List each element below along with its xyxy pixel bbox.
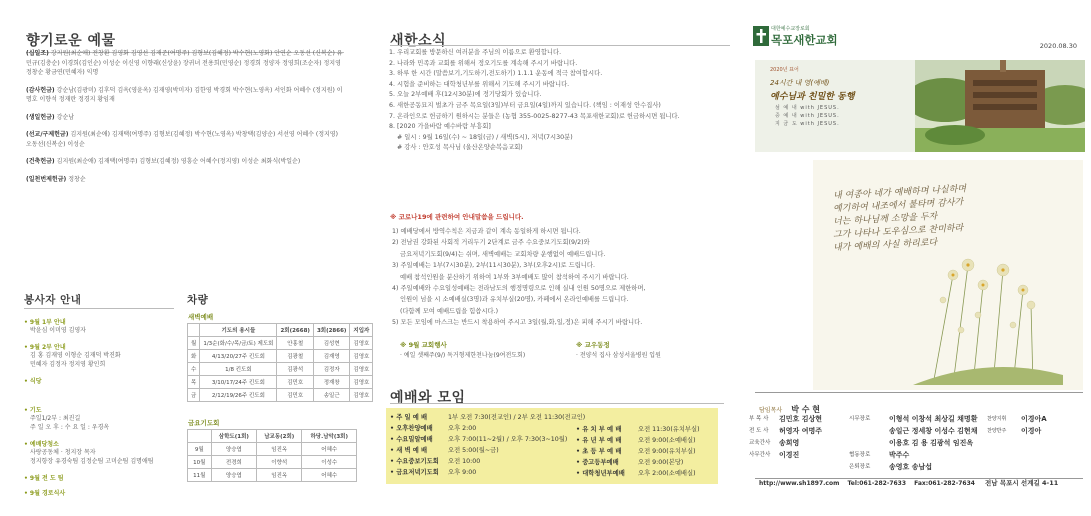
- table-cell: 4/13/20/27주 킨도회: [200, 350, 277, 363]
- pastor-label: 담임목사: [759, 407, 783, 414]
- worship-name: • 오후찬양예배: [390, 425, 433, 432]
- staff-names: 이경아A: [1021, 415, 1047, 423]
- offering-label: (십일조): [26, 50, 49, 57]
- offering-label: (감사헌금): [26, 86, 55, 94]
- offering-item: [26, 113, 344, 123]
- car-title: 차량: [187, 294, 209, 306]
- worship-title: 예배와 모임: [390, 390, 466, 406]
- table-row: [188, 430, 357, 443]
- corona-item: 인원이 넘을 시 소예배실(3명)과 유치부실(20명), 카페에서 온라인예배를 드립니다.: [392, 296, 629, 304]
- corona-item: 4) 주일예배와 수요일성예배는 전라남도의 행정명령으로 인해 실내 인원 50명으로 제한하며,: [392, 285, 646, 293]
- table-cell: 3회(2866): [313, 324, 349, 337]
- table-cell: 이성수: [302, 456, 357, 469]
- table-cell: 2/12/19/26주 킨도회: [200, 389, 277, 402]
- news-item: 1. 우리교회를 방문하신 여러분을 주님의 이름으로 환영합니다.: [389, 49, 562, 56]
- worship-row: [576, 435, 716, 446]
- worship-time: 오전 9:00(소예배실): [638, 437, 696, 444]
- offering-item: [26, 175, 344, 185]
- worship-name: • 수요밀알예배: [390, 436, 433, 443]
- table-cell: 월: [188, 337, 200, 350]
- divider: [755, 392, 1083, 393]
- table-cell: [188, 430, 212, 443]
- offerings-title: 향기로운 예물: [26, 33, 116, 49]
- staff-table: [749, 413, 1079, 473]
- table-cell: 어혜수: [302, 443, 357, 456]
- staff-row: [749, 437, 1079, 449]
- offering-item: [26, 86, 344, 105]
- table-cell: 김정자: [313, 363, 349, 376]
- staff-names: 이경진: [779, 451, 800, 459]
- staff-names: 이용호 김 용 김광석 임진옥: [889, 439, 974, 447]
- panel-cover: [741, 0, 1091, 516]
- worship-time: 오전 9:00(유치부실): [638, 448, 696, 455]
- offering-text: 김지원(최순애) 김재택(여명주) 김형보(김혜정) 영흥순 어혜수(정지영) 이성순 최화식(박일순): [56, 158, 301, 165]
- table-row: [188, 443, 357, 456]
- corona-item: 3) 주일예배는 1부(7시30분), 2부(11시30분), 3부(오후2시)로 드립니다.: [392, 262, 595, 270]
- table-cell: 목: [188, 376, 200, 389]
- news-item: 2. 나라와 민족과 교회를 위해서 정오기도를 계속해 주시기 바랍니다.: [389, 59, 578, 67]
- staff-row: [749, 413, 1079, 425]
- church-photo-area: [755, 60, 1085, 152]
- worship-time: 오전 11:30(유치부실): [638, 426, 700, 433]
- table-cell: 김영호: [350, 337, 373, 350]
- table-row: [188, 350, 373, 363]
- members-news-title: ※ 교우동정: [576, 341, 610, 349]
- offering-label: (일천번제헌금): [26, 175, 67, 183]
- offering-text: 정창순: [68, 175, 86, 183]
- news-item: 6. 새한공동묘지 벌초가 금주 목요일(3일)부터 금요일(4일)까지 있습니다. (책임 : 이재성 안수집사): [389, 101, 661, 109]
- worship-row: [576, 446, 716, 457]
- events-text: · 예일 셋째주(9/) 독거형제한천나눔(9여전도회): [400, 352, 526, 359]
- staff-names: 이형석 이창석 최상길 채명환: [889, 415, 978, 423]
- worship-name: • 유 년 부 예 배: [576, 437, 622, 444]
- denomination: 대한예수교장로회: [771, 26, 810, 32]
- worship-time: 오후 7:00(11~2월) / 오후 7:30(3~10월): [448, 436, 568, 443]
- news-item: # 일시 : 9월 16일(수) ~ 18일(금) / 새벽(5시), 저녁(7시30분): [389, 133, 573, 141]
- table-cell: 김영호: [350, 389, 373, 402]
- table-cell: 1/3순(화/수/목/금/토) 제도회: [200, 337, 277, 350]
- poem-line: 그가 나타나 도우심으로 찬미하라: [832, 223, 964, 241]
- staff-names: 이경아: [1021, 427, 1042, 435]
- members-news-text: · 전양석 집사 삼성서울병원 입원: [576, 352, 661, 359]
- church-building-photo: [915, 60, 1085, 152]
- table-cell: 김성현: [313, 337, 349, 350]
- worship-row: [576, 468, 716, 479]
- table-cell: 11월: [188, 469, 212, 482]
- divider: [390, 403, 724, 404]
- table-cell: 2회(2668): [277, 324, 313, 337]
- staff-names: 송희영: [779, 439, 800, 447]
- offering-text: 강순남(김광미) 김후덕 김옥(영윤옥) 김재영(박미자) 김한영 박경회 박수현(노영옥) 서인화 어혜수 (정지원) 이명호 이향석 정재란 정경지 황임재: [26, 86, 343, 103]
- service-title: 봉사자 안내: [24, 294, 82, 306]
- staff-names: 송일근 정세창 이성수 김현채: [889, 427, 978, 435]
- table-cell: 10월: [188, 456, 212, 469]
- table-cell: 김민호: [277, 376, 313, 389]
- news-item: 8. [2020 가을바람 예수바람 부흥회]: [389, 123, 491, 131]
- staff-names: 송영호 송남섭: [889, 463, 933, 471]
- staff-role: 찬양반주: [987, 428, 1007, 434]
- worship-name: • 대학청년부예배: [576, 470, 625, 477]
- divider: [24, 308, 174, 309]
- corona-title: ※ 코로나19에 관련하여 안내말씀을 드립니다.: [390, 213, 524, 221]
- worship-time: 1부 오전 7:30(전교인) / 2부 오전 11:30(전교인): [448, 414, 586, 421]
- worship-name: • 초 등 부 예 배: [576, 448, 622, 455]
- staff-role: 은퇴장로: [849, 464, 871, 470]
- table-row: [188, 363, 373, 376]
- car-sub-dawn: 새벽예배: [188, 313, 214, 321]
- flower-illustration: [913, 255, 1063, 385]
- corona-item: 2) 전남권 강화된 사회적 거리두기 2단계로 금주 수요중보기도회(9/2)와: [392, 239, 590, 247]
- corona-item: 금요저녁기도회(9/4)는 쉬며, 새벽예배는 교회차량 운행없이 예배드립니다.: [392, 250, 606, 258]
- table-row: [188, 456, 357, 469]
- table-cell: 김광석: [277, 363, 313, 376]
- panel-offerings: [0, 0, 370, 516]
- service-body: 김 홍 김재영 이형순 김재덕 박진화 민혜자 김정자 정지영 황인희: [30, 351, 121, 368]
- worship-row: [390, 412, 586, 423]
- offering-label: (건축헌금): [26, 158, 55, 165]
- staff-row: [749, 449, 1079, 461]
- news-title: 새한소식: [390, 33, 447, 49]
- staff-row: [749, 461, 1079, 473]
- table-cell: [188, 324, 200, 337]
- table-row: [188, 376, 373, 389]
- poem-line: 내가 예배의 사실 하리로다: [832, 237, 938, 254]
- poem-text: [832, 184, 1073, 254]
- offering-item: [26, 49, 344, 78]
- worship-right: [576, 424, 716, 479]
- service-heading: • 예배당청소: [24, 440, 59, 448]
- footer-url[interactable]: http://www.sh1897.com: [759, 480, 840, 487]
- table-cell: 화: [188, 350, 200, 363]
- table-cell: 삼학도(1회): [211, 430, 256, 443]
- service-heading: • 식당: [24, 377, 42, 385]
- table-cell: 김민호: [277, 389, 313, 402]
- pastor-name: 박 수 현: [791, 405, 821, 414]
- worship-name: • 중고등부예배: [576, 459, 619, 466]
- table-cell: 남교동(2회): [257, 430, 302, 443]
- news-item: 7. 온라인으로 헌금하기 원하시는 분들은 (농협 355-0025-8277-43 목포새한교회)로 헌금하시면 됩니다.: [389, 112, 680, 120]
- corona-list: [392, 226, 732, 329]
- poem-line: 예기하여 내조에서 불타며 감사가: [832, 197, 964, 215]
- footer-tel: Tel:061-282-7633: [847, 480, 907, 487]
- table-cell: 지입자: [350, 324, 373, 337]
- table-row: [188, 337, 373, 350]
- car-table-dawn: [187, 323, 373, 402]
- church-name: 목포새한교회: [771, 33, 838, 47]
- corona-item: 5) 모든 모임에 마스크는 반드시 착용하여 주시고 3일(월,화,일,정)은 피해 주시기 바랍니다.: [392, 319, 643, 327]
- church-logo-icon: [753, 26, 769, 46]
- worship-time: 오후 9:00: [448, 469, 477, 476]
- offering-text: 강지원(최순애) 전창환 김영화 김영선 김재준(여명주) 김형보(김혜정) 박수현(노영화) 안연순 오동선 (신복순) 유민규(김충순) 이경희(김인순) 이성순 이신영 이향래(신상윤) 장귀녀 전용희(민영순) 정경희 정양자 정영희(조순자) 정지영 정창순 황금연(민혜자) 익명: [26, 50, 343, 76]
- worship-row: [576, 457, 716, 468]
- worship-row: [390, 456, 578, 467]
- table-cell: 임진옥: [257, 469, 302, 482]
- car-sub-friday: 금요기도회: [188, 419, 220, 427]
- table-cell: 김영호: [350, 376, 373, 389]
- spacer: [24, 385, 174, 399]
- news-item: 5. 오늘 2부예배 후(12시30분)에 정기당회가 있습니다.: [389, 91, 542, 99]
- table-cell: 3/10/17/24주 킨도회: [200, 376, 277, 389]
- table-cell: 김재영: [313, 350, 349, 363]
- offering-text: 김지원(최순애) 김재택(여명주) 김형보(김혜정) 박수현(노영옥) 박창택(김양순) 서선영 어혜수 (정지영) 오동선(신복순) 이성순: [26, 131, 338, 148]
- worship-name: • 유 치 부 예 배: [576, 426, 622, 433]
- staff-role: 찬양지휘: [987, 416, 1007, 422]
- service-list: [24, 311, 174, 497]
- footer-fax: Fax:061-282-7634: [914, 480, 975, 487]
- service-heading: • 9월 경로식사: [24, 489, 66, 497]
- worship-time: 오전 10:00: [448, 458, 481, 465]
- table-cell: 김영호: [350, 350, 373, 363]
- offering-item: [26, 130, 344, 149]
- table-cell: 안홍철: [277, 337, 313, 350]
- table-cell: 김광철: [277, 350, 313, 363]
- worship-row: [390, 467, 578, 478]
- worship-time: 오후 2:00(소예배실): [638, 470, 696, 477]
- corona-item: 예배 참석인원을 분산하기 위하여 1부와 3부예배도 많이 참석하여 주시기 바랍니다.: [392, 273, 629, 281]
- events-title: ※ 9월 교회행사: [400, 341, 447, 349]
- table-row: [188, 389, 373, 402]
- table-cell: 하당.남악(3회): [302, 430, 357, 443]
- worship-name: • 주 일 예 배: [390, 414, 428, 421]
- worship-name: • 수요중보기도회: [390, 458, 439, 465]
- offering-label: (선교/구제헌금): [26, 131, 69, 138]
- worship-name: • 새 벽 예 배: [390, 447, 428, 454]
- car-table-friday: [187, 429, 357, 482]
- poem-line: 너는 하나님께 소망을 두자: [832, 211, 938, 228]
- table-cell: 기도의 용시들: [200, 324, 277, 337]
- staff-role: 시무장로: [849, 416, 871, 422]
- offerings-list: [26, 49, 344, 192]
- motto-sub-line: 증 예 내 with JESUS.: [775, 113, 840, 119]
- service-body: 주일1/2부 : 최진길 주 일 오 후 : 수 요 일 : 우경옥: [30, 414, 110, 431]
- worship-box: [386, 408, 718, 484]
- corona-item: (다함께 모여 예배드립을 힘씁시다.): [392, 307, 499, 315]
- table-cell: 김영호: [350, 363, 373, 376]
- news-list: [389, 48, 729, 154]
- panel-news: [372, 0, 724, 516]
- staff-role: 사무간사: [749, 452, 771, 458]
- service-body: 박윤심 이미영 김영자: [30, 327, 86, 334]
- staff-role: 협동장로: [849, 452, 871, 458]
- worship-time: 오후 2:00: [448, 425, 477, 432]
- offering-text: 강순남: [56, 113, 75, 121]
- table-cell: 임진옥: [257, 443, 302, 456]
- service-heading: • 기도: [24, 406, 42, 414]
- motto-year: 2020년 표어: [770, 67, 799, 73]
- staff-names: 박주수: [889, 451, 910, 459]
- service-heading: • 9월 전 도 팀: [24, 474, 64, 482]
- table-cell: 수: [188, 363, 200, 376]
- table-cell: 전경희: [211, 456, 256, 469]
- news-item: 3. 하루 한 시간 (말씀보기,기도하기,전도하기) 1.1.1 운동에 적극 참여합시다.: [389, 70, 603, 78]
- motto-line1: 24시간 내 영(예배): [770, 79, 830, 87]
- table-cell: 양승엽: [211, 443, 256, 456]
- worship-name: • 금요저녁기도회: [390, 469, 439, 476]
- divider: [390, 45, 730, 46]
- staff-role: 전 도 사: [749, 428, 769, 434]
- table-row: [188, 469, 357, 482]
- worship-row: [390, 445, 578, 456]
- poem-area: [813, 160, 1083, 390]
- footer: [759, 478, 1081, 487]
- poem-line: 내 여종아 네가 예배하며 나실하며: [832, 184, 967, 202]
- service-heading: • 9월 1부 안내: [24, 319, 66, 326]
- worship-left: [390, 412, 586, 478]
- worship-row: [390, 434, 578, 445]
- staff-row: [749, 425, 1079, 437]
- worship-time: 오전 5:00(월~금): [448, 447, 499, 454]
- staff-role: 부 목 사: [749, 416, 769, 422]
- offering-label: (생일헌금): [26, 113, 55, 121]
- motto-sub-line: 섬 예 내 with JESUS.: [775, 105, 840, 111]
- footer-address: 전남 목포시 선계길 4-11: [985, 479, 1059, 487]
- news-item: 4. 시험을 준비하는 대학청년부를 위해서 기도해 주시기 바랍니다.: [389, 80, 570, 88]
- motto-sub: [775, 104, 840, 128]
- table-cell: 이향석: [257, 456, 302, 469]
- table-cell: 1/8 킨도회: [200, 363, 277, 376]
- table-cell: 금: [188, 389, 200, 402]
- news-item: # 강사 : 안호성 목사님 (울산온양순복음교회): [389, 144, 523, 152]
- service-body: 사랑공동체 · 청지장 목자 정지항장 유경숙팀 김정순팀 고미순팀 김명애팀: [30, 448, 154, 465]
- motto-line2: 예수님과 친밀한 동행: [770, 92, 855, 102]
- worship-time: 오전 9:00(본당): [638, 459, 684, 466]
- table-cell: 정재창: [313, 376, 349, 389]
- bulletin-date: 2020.08.30: [1039, 42, 1077, 50]
- corona-item: 1) 예배당에서 방역수칙은 지금과 같이 계속 동일하게 하시면 됩니다.: [392, 228, 581, 235]
- table-cell: 어혜수: [302, 469, 357, 482]
- table-cell: 양승엽: [211, 469, 256, 482]
- service-heading: • 9월 2부 안내: [24, 343, 66, 351]
- motto-sub-line: 지 금 도 with JESUS.: [775, 121, 840, 127]
- offering-item: [26, 157, 344, 167]
- staff-role: 교육간사: [749, 440, 771, 446]
- worship-row: [390, 423, 578, 434]
- table-cell: 9월: [188, 443, 212, 456]
- staff-names: 김민호 김상현: [779, 415, 823, 423]
- table-row: [188, 324, 373, 337]
- staff-names: 허영자 여명주: [779, 427, 823, 435]
- worship-row: [576, 424, 716, 435]
- table-cell: 송일근: [313, 389, 349, 402]
